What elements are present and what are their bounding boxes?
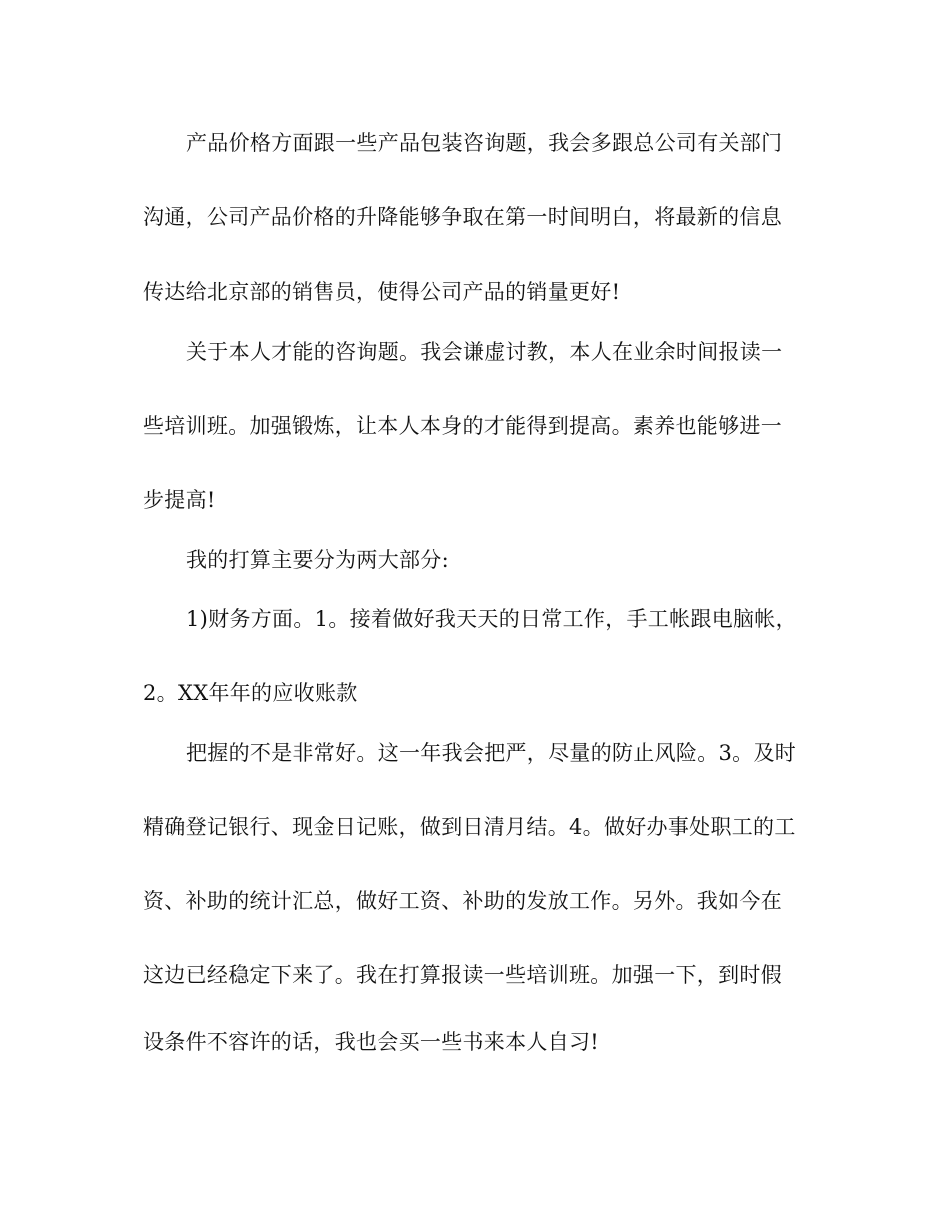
text-line: 步提高! <box>143 488 216 512</box>
text-line: 设条件不容许的话，我也会买一些书来本人自习! <box>143 1030 600 1054</box>
text-line: 这边已经稳定下来了。我在打算报读一些培训班。加强一下，到时假 <box>143 963 782 987</box>
text-line: 产品价格方面跟一些产品包装咨询题，我会多跟总公司有关部门 <box>186 131 783 155</box>
text-line: 把握的不是非常好。这一年我会把严，尽量的防止风险。3。及时 <box>186 741 797 765</box>
text-line: 2。XX年年的应收账款 <box>143 681 358 705</box>
text-line: 资、补助的统计汇总，做好工资、补助的发放工作。另外。我如今在 <box>143 889 782 913</box>
text-line: 沟通，公司产品价格的升降能够争取在第一时间明白，将最新的信息 <box>143 205 782 229</box>
text-line: 1)财务方面。1。接着做好我天天的日常工作，手工帐跟电脑帐， <box>186 607 797 631</box>
text-line: 些培训班。加强锻炼，让本人本身的才能得到提高。素养也能够进一 <box>143 414 782 438</box>
text-line: 传达给北京部的销售员，使得公司产品的销量更好! <box>143 280 621 304</box>
text-line: 关于本人才能的咨询题。我会谦虚讨教，本人在业余时间报读一 <box>186 340 783 364</box>
text-line: 精确登记银行、现金日记账，做到日清月结。4。做好办事处职工的工 <box>143 815 796 839</box>
text-line: 我的打算主要分为两大部分: <box>186 548 449 572</box>
